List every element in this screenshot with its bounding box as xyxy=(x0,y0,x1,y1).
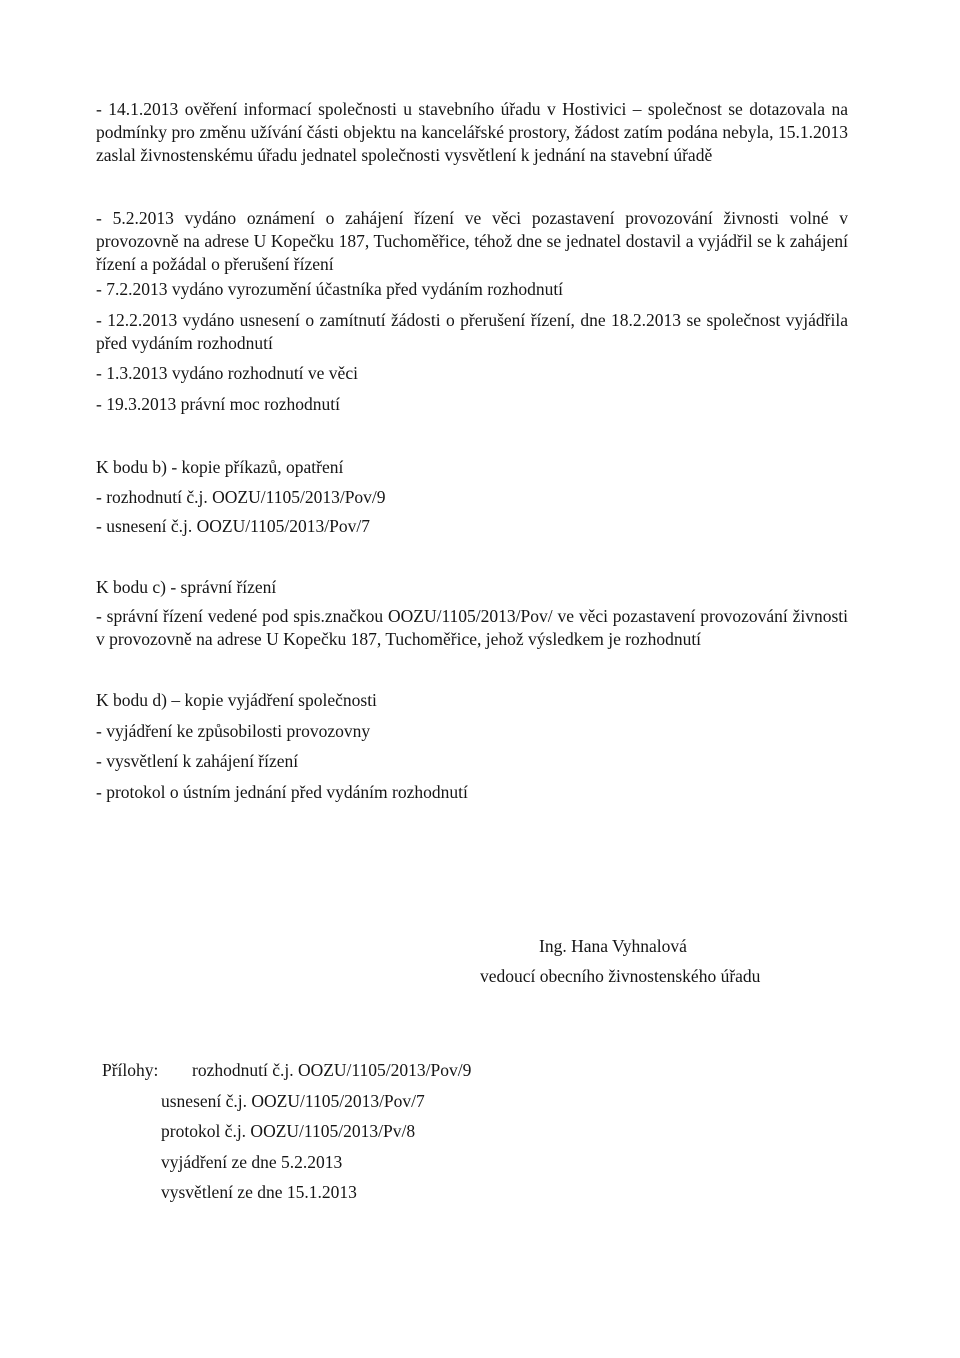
timeline-paragraph-1: - 14.1.2013 ověření informací společnosti u stavebního úřadu v Hostivici – společnost se dotazovala na podmínky pro změnu užívání části objektu na kancelářské prostory, žádost zatím podána nebyla, 15.1.2013 zaslal živnostenskému úřadu jednatel společnosti vysvětlení k jednání na stavební úřadě xyxy=(96,99,848,165)
section-d-heading: K bodu d) – kopie vyjádření společnosti xyxy=(96,690,377,710)
section-b-item-2: - usnesení č.j. OOZU/1105/2013/Pov/7 xyxy=(96,516,370,536)
timeline-paragraph-2: - 5.2.2013 vydáno oznámení o zahájení řízení ve věci pozastavení provozování živnosti volné v provozovně na adrese U Kopečku 187, Tuchoměřice, téhož dne se jednatel dostavil a vyjádřil se k zahájení řízení a požádal o přerušení řízení xyxy=(96,208,848,274)
signature-role: vedoucí obecního živnostenského úřadu xyxy=(480,966,761,986)
attachments-label: Přílohy: xyxy=(102,1060,159,1080)
section-d-item-2: - vysvětlení k zahájení řízení xyxy=(96,751,299,771)
section-c-text: - správní řízení vedené pod spis.značkou OOZU/1105/2013/Pov/ ve věci pozastavení provozování živnosti v provozovně na adrese U Kopečku 187, Tuchoměřice, jehož výsledkem je rozhodnutí xyxy=(96,606,848,649)
signature-name: Ing. Hana Vyhnalová xyxy=(539,936,687,956)
timeline-paragraph-4: - 12.2.2013 vydáno usnesení o zamítnutí žádosti o přerušení řízení, dne 18.2.2013 se společnost vyjádřila před vydáním rozhodnutí xyxy=(96,310,848,353)
attachment-item-4: vyjádření ze dne 5.2.2013 xyxy=(161,1152,343,1172)
timeline-paragraph-5: - 1.3.2013 vydáno rozhodnutí ve věci xyxy=(96,363,358,383)
attachment-item-3: protokol č.j. OOZU/1105/2013/Pv/8 xyxy=(161,1121,416,1141)
timeline-paragraph-3: - 7.2.2013 vydáno vyrozumění účastníka před vydáním rozhodnutí xyxy=(96,279,564,299)
section-b-item-1: - rozhodnutí č.j. OOZU/1105/2013/Pov/9 xyxy=(96,487,386,507)
attachment-item-5: vysvětlení ze dne 15.1.2013 xyxy=(161,1182,357,1202)
section-d-item-3: - protokol o ústním jednání před vydáním rozhodnutí xyxy=(96,782,468,802)
section-b-heading: K bodu b) - kopie příkazů, opatření xyxy=(96,457,344,477)
attachment-item-1: rozhodnutí č.j. OOZU/1105/2013/Pov/9 xyxy=(192,1060,472,1080)
attachment-item-2: usnesení č.j. OOZU/1105/2013/Pov/7 xyxy=(161,1091,425,1111)
section-d-item-1: - vyjádření ke způsobilosti provozovny xyxy=(96,721,371,741)
section-c-heading: K bodu c) - správní řízení xyxy=(96,577,277,597)
timeline-paragraph-6: - 19.3.2013 právní moc rozhodnutí xyxy=(96,394,340,414)
